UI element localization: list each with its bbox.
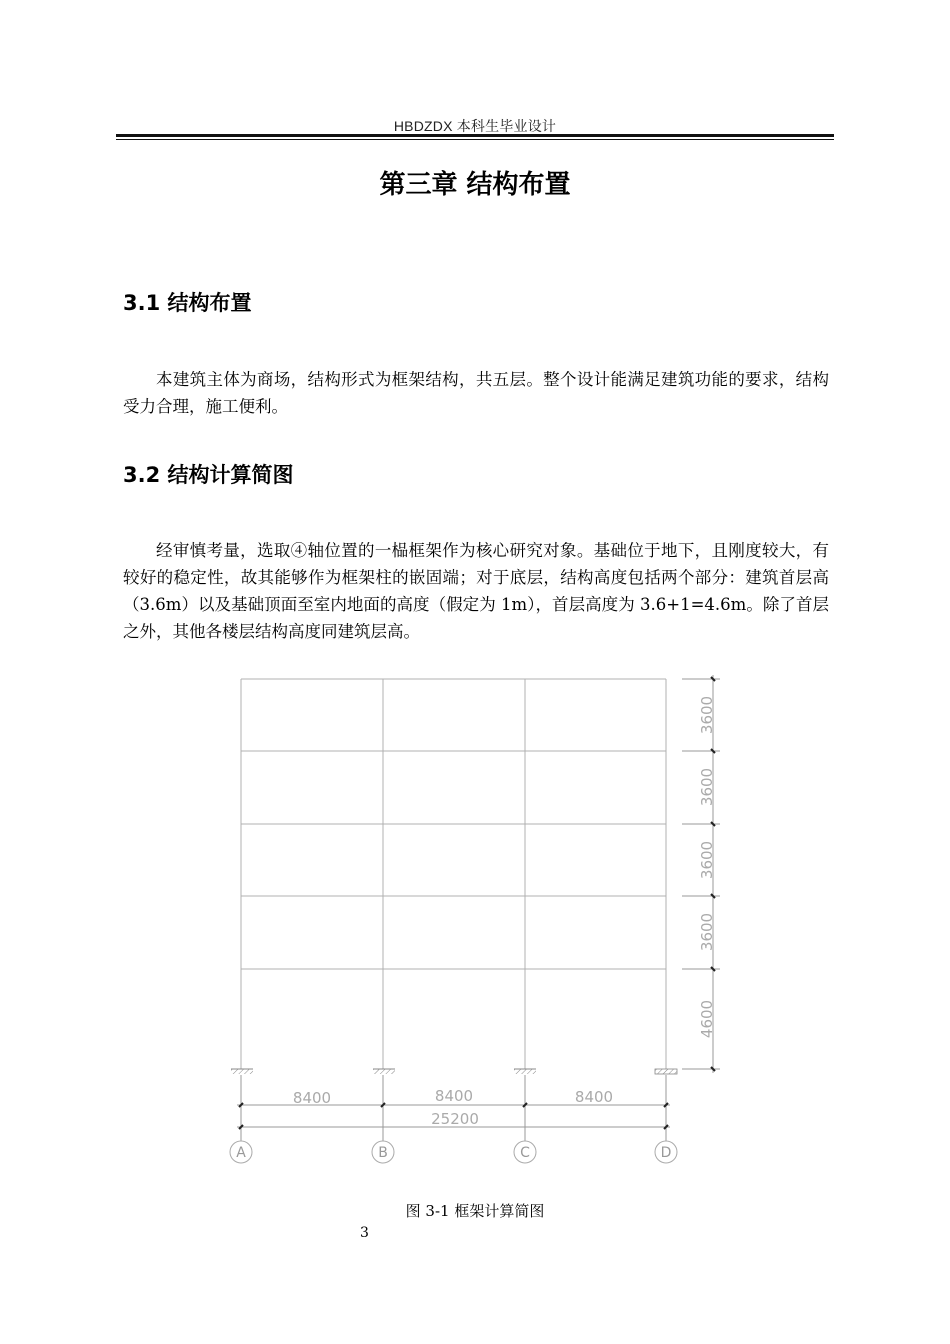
axis-bubbles bbox=[230, 1141, 677, 1163]
paragraph-text: 本建筑主体为商场，结构形式为框架结构，共五层。整个设计能满足建筑功能的要求，结构受力合理，施工便利。 bbox=[123, 370, 829, 416]
svg-text:B: B bbox=[378, 1145, 388, 1161]
svg-text:3600: 3600 bbox=[698, 767, 716, 807]
frame-grid bbox=[241, 679, 666, 1069]
paragraph-text: 经审慎考量，选取④轴位置的一榀框架作为核心研究对象。基础位于地下，且刚度较大，有较好的稳定性，故其能够作为框架柱的嵌固端；对于底层，结构高度包括两个部分：建筑首层高（3.6m）以及基础顶面至室内地面的高度（假定为 1m），首层高度为 3.6+1=4.6m。除了首层之外，其他各楼层结构高度同建筑层高。 bbox=[123, 541, 829, 641]
svg-text:25200: 25200 bbox=[431, 1110, 479, 1128]
section-heading-3-1: 3.1 结构布置 bbox=[123, 291, 252, 315]
figure-caption: 图 3-1 框架计算简图 bbox=[405, 1202, 545, 1220]
svg-text:3600: 3600 bbox=[698, 695, 716, 735]
svg-text:3600: 3600 bbox=[698, 840, 716, 880]
svg-text:D: D bbox=[660, 1145, 672, 1161]
horizontal-dimensions bbox=[237, 1075, 670, 1141]
svg-text:3600: 3600 bbox=[698, 912, 716, 952]
section-heading-3-2: 3.2 结构计算简图 bbox=[123, 463, 294, 487]
svg-text:A: A bbox=[236, 1145, 246, 1161]
page-number: 3 bbox=[360, 1225, 369, 1241]
svg-text:8400: 8400 bbox=[434, 1087, 474, 1105]
fixed-supports bbox=[231, 1069, 677, 1074]
svg-text:8400: 8400 bbox=[292, 1089, 332, 1107]
chapter-title: 第三章 结构布置 bbox=[379, 170, 571, 200]
svg-text:8400: 8400 bbox=[574, 1088, 614, 1106]
axis-labels bbox=[236, 1145, 671, 1161]
svg-text:C: C bbox=[520, 1145, 530, 1161]
svg-text:4600: 4600 bbox=[698, 999, 716, 1039]
page-header: HBDZDX 本科生毕业设计 bbox=[393, 118, 557, 134]
bay-width-labels bbox=[293, 1087, 613, 1128]
